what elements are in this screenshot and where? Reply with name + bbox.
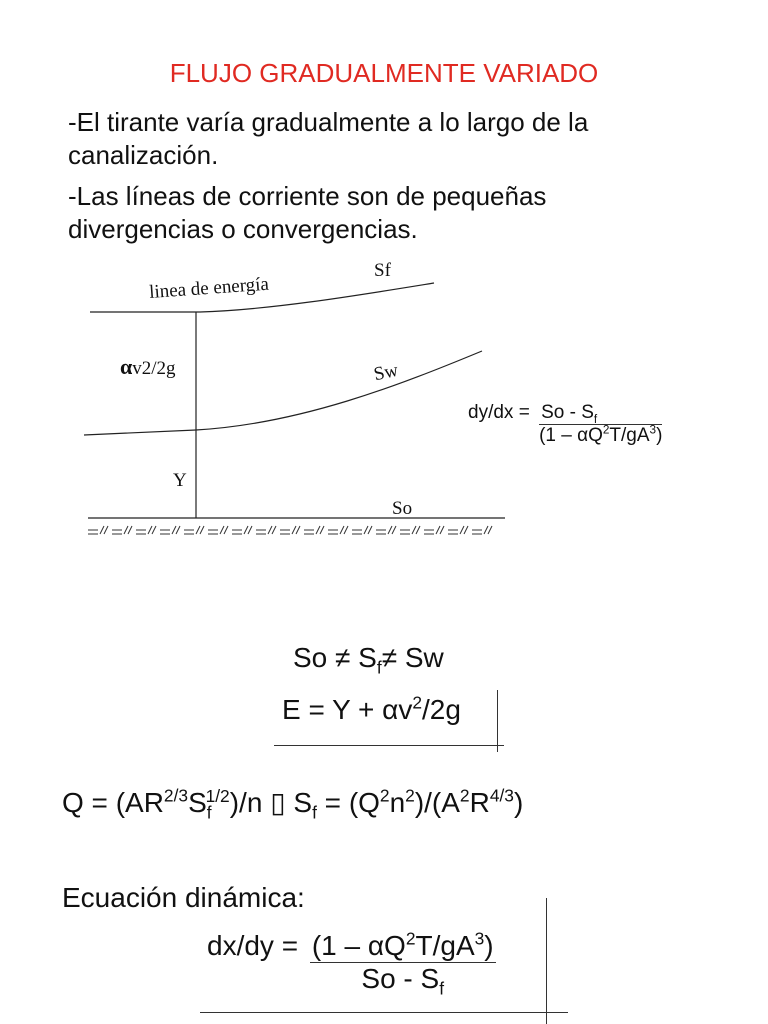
equation-manning: $Q = (AR^{2/3}S_f^{1/2})/n$ ▯ $S_f = (Q^2n^2)/(A^2R^{4/3})$ [62, 785, 524, 823]
bullet-2-line-2: divergencias o convergencias. [68, 214, 418, 244]
bullet-2-line-1: -Las líneas de corriente son de pequeñas [68, 181, 547, 211]
equation-energy: $E = Y + \alpha v^2/2g$ [282, 692, 461, 725]
energy-line-label: linea de energía [148, 273, 270, 304]
bed-slope-label: So [392, 498, 413, 519]
water-surface-slope-label: Sw [371, 359, 401, 386]
friction-slope-label: Sf [374, 260, 391, 281]
energy-box-bottom-rule [274, 745, 504, 746]
dynamic-equation-heading: Ecuación dinámica: [62, 882, 305, 913]
dynamic-box-right-rule [546, 898, 547, 1024]
alpha-icon: α [120, 354, 133, 379]
bullet-1-line-2: canalización. [68, 140, 219, 170]
depth-label: Y [173, 470, 187, 491]
implies-arrow-icon: ▯ [270, 787, 286, 818]
velocity-head-label: αv2/2g [120, 354, 176, 379]
equation-slopes: $So \ne S_f\ne Sw$ [293, 642, 444, 678]
channel-bed [88, 518, 505, 534]
dynamic-box-bottom-rule [200, 1012, 568, 1013]
energy-box-right-rule [497, 690, 498, 752]
bullet-1-line-1: -El tirante varía gradualmente a lo largo de la [68, 107, 589, 137]
equation-dynamic: dx/dy = $\frac{(1 - \alpha Q^2T/gA^3)}{So - S_f}$ [207, 928, 494, 999]
equation-dydx-lhs: dy/dx = [468, 402, 530, 423]
slide-title: FLUJO GRADUALMENTE VARIADO [169, 58, 599, 88]
equation-dydx: dy/dx = $\frac{So - S_f}{(1 - \alpha Q^2T/gA^3)}$ [468, 402, 663, 446]
